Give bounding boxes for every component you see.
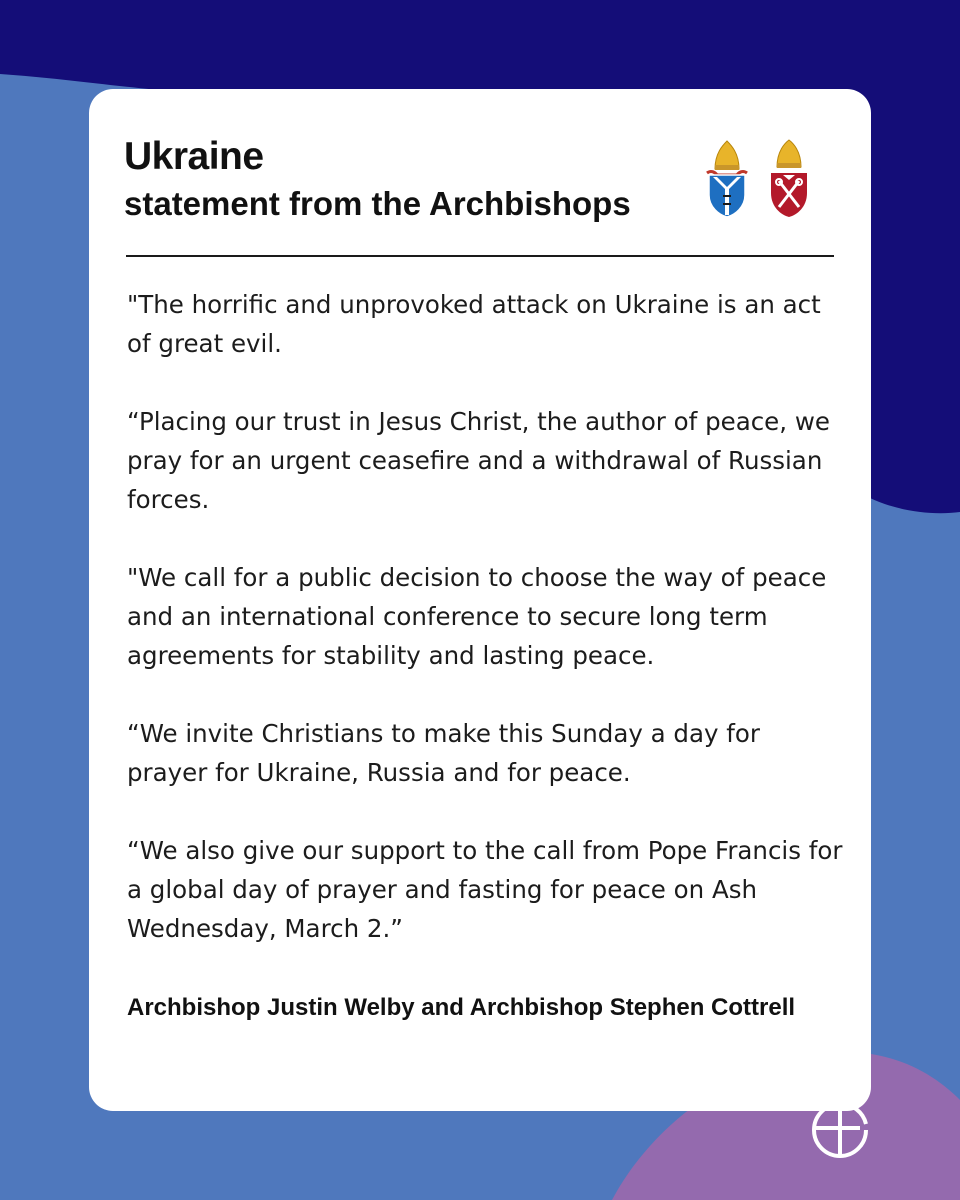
signature: Archbishop Justin Welby and Archbishop Stephen Cottrell (127, 994, 796, 1021)
statement-paragraph: “We invite Christians to make this Sunday a day for prayer for Ukraine, Russia and for peace. (127, 719, 760, 787)
statement-paragraph: “Placing our trust in Jesus Christ, the author of peace, we pray for an urgent ceasefire and a withdrawal of Russian forces. (127, 407, 830, 514)
york-crest-icon (771, 140, 807, 217)
statement-paragraph: "The horrific and unprovoked attack on Ukraine is an act of great evil. (127, 290, 821, 358)
statement-paragraph: "We call for a public decision to choose the way of peace and an international conference to secure long term agreements for stability and lasting peace. (127, 563, 827, 670)
archbishop-crests (701, 139, 817, 219)
page-title: Ukraine (124, 135, 264, 178)
header-divider (126, 255, 834, 257)
statement-card (89, 89, 871, 1111)
canterbury-crest-icon (707, 141, 747, 217)
page-subtitle: statement from the Archbishops (124, 185, 631, 222)
statement-paragraph: “We also give our support to the call from Pope Francis for a global day of prayer and fasting for peace on Ash Wednesday, March 2.” (127, 836, 843, 943)
church-of-england-logo-icon (810, 1100, 870, 1160)
statement-body (127, 285, 847, 987)
